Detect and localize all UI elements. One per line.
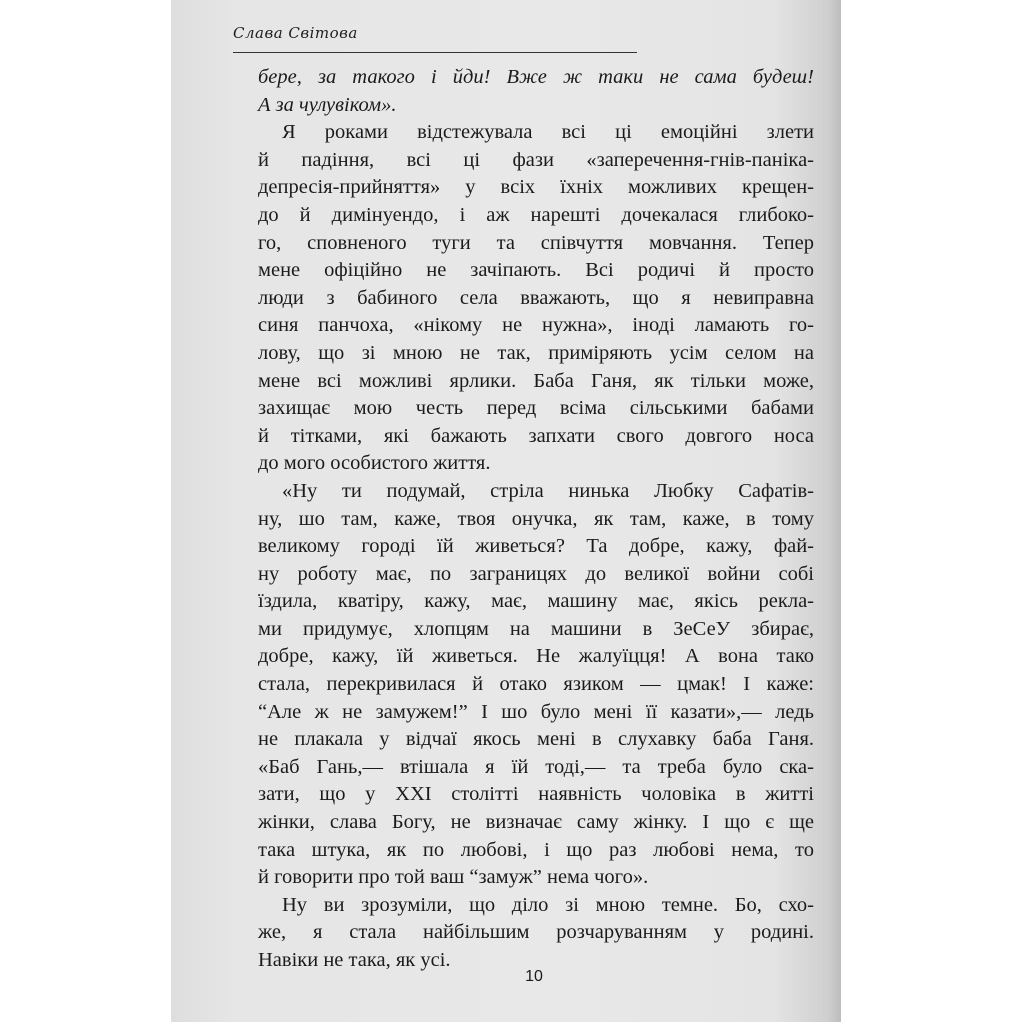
text-line: «Ну ти подумай, стріла нинька Любку Сафатів- — [282, 479, 814, 502]
text-line: до мого особистого життя. — [258, 452, 491, 475]
text-line: така штука, як по любові, і що раз любові нема, то — [258, 838, 814, 861]
text-line: мене офіційно не зачіпають. Всі родичі й просто — [258, 259, 814, 282]
text-line: “Але ж не замужем!” І шо було мені її казати»,— ледь — [258, 700, 814, 723]
text-line: добре, кажу, їй живеться. Не жалуїцця! А вона тако — [258, 645, 814, 668]
text-line: Навіки не така, як усі. — [258, 949, 451, 971]
text-line: ми придумує, хлопцям на машини в ЗеСеУ збирає, — [258, 617, 814, 640]
text-line: же, я стала найбільшим розчаруванням у родині. — [258, 921, 814, 944]
text-line: «Баб Гань,— втішала я їй тоді,— та треба було ска- — [258, 755, 814, 778]
text-line: й падіння, всі ці фази «заперечення-гнів-паніка- — [258, 148, 814, 171]
text-line: депресія-прийняття» у всіх їхніх можливих крещен- — [258, 176, 814, 199]
text-line: синя панчоха, «нікому не нужна», іноді ламають го- — [258, 314, 814, 337]
book-page — [171, 0, 841, 1022]
text-line: лову, що зі мною не так, приміряють усім селом на — [258, 341, 814, 364]
header-rule — [233, 52, 637, 53]
running-header-author: Слава Світова — [233, 24, 358, 42]
page-number: 10 — [525, 968, 543, 985]
page-body-text — [258, 64, 814, 975]
text-line: бере, за такого і йди! Вже ж таки не сама будеш! — [258, 66, 814, 88]
text-line: стала, перекривилася й отако язиком — цмак! І каже: — [258, 673, 814, 696]
text-line: Ну ви зрозуміли, що діло зі мною темне. Бо, схо- — [282, 893, 814, 916]
text-line: ну, шо там, каже, твоя онучка, як там, каже, в тому — [258, 507, 814, 530]
text-line: жінки, слава Богу, не визначає саму жінку. І що є ще — [258, 811, 814, 834]
text-line: люди з бабиного села вважають, що я невиправна — [258, 286, 814, 309]
text-line: мене всі можливі ярлики. Баба Ганя, як тільки може, — [258, 369, 814, 392]
text-line: ну роботу має, по заграницях до великої войни собі — [258, 562, 814, 585]
text-line: до й димінуендо, і аж нарешті дочекалася глибоко- — [258, 203, 814, 226]
text-line: зати, що у XXI столітті наявність чоловіка в житті — [258, 783, 814, 806]
text-line: й тітками, які бажають запхати свого довгого носа — [258, 424, 814, 447]
text-line: великому городі їй живеться? Та добре, кажу, фай- — [258, 535, 814, 558]
text-line: Я роками відстежувала всі ці емоційні злети — [282, 121, 814, 144]
text-line: захищає мою честь перед всіма сільськими бабами — [258, 397, 814, 420]
text-line: й говорити про той ваш “замуж” нема чого». — [258, 866, 649, 889]
text-line: го, сповненого туги та співчуття мовчання. Тепер — [258, 231, 814, 254]
text-line: їздила, кватіру, кажу, має, машину має, якісь рекла- — [258, 590, 814, 613]
text-line: не плакала у відчаї якось мені в слухавку баба Ганя. — [258, 728, 814, 751]
text-line: А за чулувіком». — [258, 93, 397, 116]
